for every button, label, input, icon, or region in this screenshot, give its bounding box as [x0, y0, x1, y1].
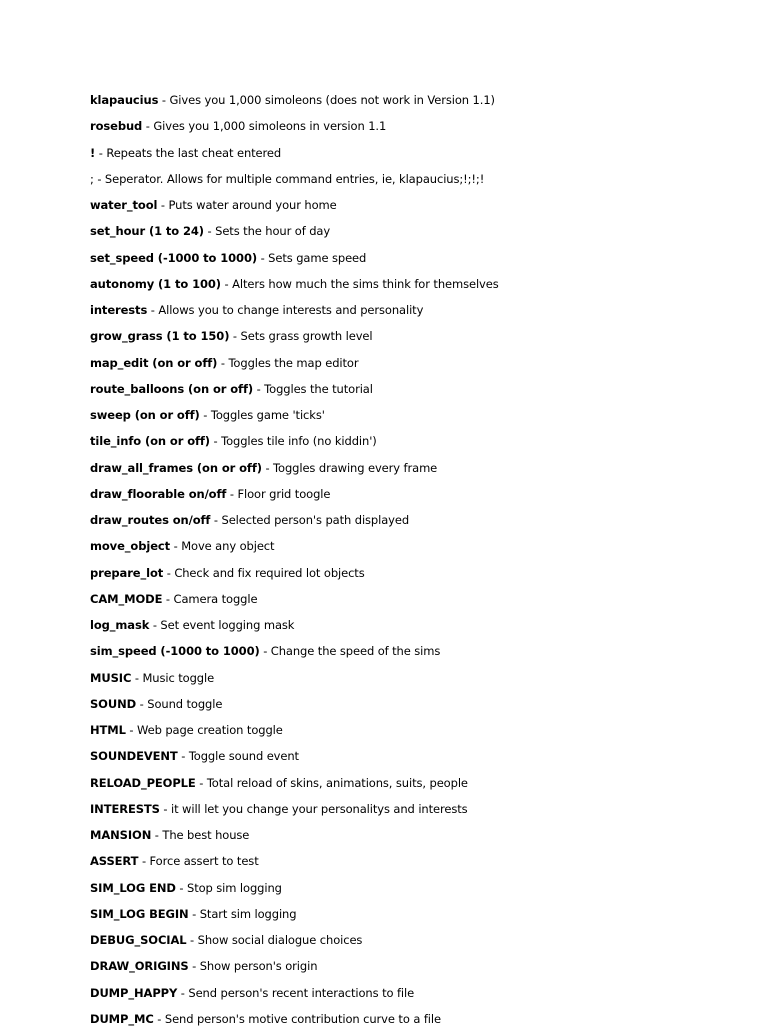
cheat-entry: [90, 983, 750, 1009]
cheat-command: MUSIC: [90, 670, 132, 685]
cheat-command: sim_speed (-1000 to 1000): [90, 644, 260, 659]
cheat-entry: [90, 720, 750, 746]
cheat-description: - Force assert to test: [138, 854, 259, 869]
cheat-entry: [90, 116, 750, 142]
cheat-command: draw_routes on/off: [90, 513, 211, 527]
cheat-description: - Toggles tile info (no kiddin'): [209, 434, 377, 449]
cheat-description: - Send person's motive contribution curve to a file: [153, 1011, 441, 1026]
cheat-description: - Selected person's path displayed: [210, 513, 410, 527]
cheat-description: - Repeats the last cheat entered: [95, 145, 282, 160]
cheat-command: HTML: [90, 723, 126, 737]
cheat-entry: [90, 746, 750, 772]
cheat-description: - Send person's recent interactions to file: [177, 985, 415, 1000]
cheat-description: - Toggles the map editor: [217, 355, 359, 370]
cheat-entry: [90, 169, 750, 195]
cheat-description: - Sets game speed: [257, 250, 367, 265]
cheat-entry: [90, 274, 750, 300]
cheat-description: - Start sim logging: [188, 906, 297, 921]
cheat-description: - Toggle sound event: [177, 749, 299, 764]
cheat-description: - Show person's origin: [188, 959, 318, 974]
cheat-description: - Move any object: [170, 539, 275, 554]
cheat-description: ; - Seperator. Allows for multiple command entries, ie, klapaucius;!;!;!: [90, 171, 485, 186]
cheat-command: move_object: [90, 539, 171, 554]
cheat-command: set_speed (-1000 to 1000): [90, 250, 258, 265]
cheat-description: - Show social dialogue choices: [186, 933, 363, 947]
cheat-entry: [90, 1009, 750, 1035]
cheat-description: - Allows you to change interests and personality: [147, 303, 424, 317]
cheat-command: draw_all_frames (on or off): [90, 460, 262, 475]
cheat-entry: [90, 484, 750, 510]
cheat-description: - Puts water around your home: [157, 198, 337, 212]
cheat-command: sweep (on or off): [90, 408, 200, 422]
cheat-description: - Music toggle: [131, 670, 215, 685]
cheat-command: map_edit (on or off): [90, 355, 218, 370]
cheat-entry: [90, 458, 750, 484]
cheat-list: [90, 90, 750, 1035]
cheat-entry: [90, 510, 750, 536]
cheat-command: SOUND: [90, 696, 137, 711]
cheat-entry: [90, 589, 750, 615]
cheat-entry: [90, 930, 750, 956]
cheat-description: - Gives you 1,000 simoleons in version 1.1: [142, 119, 387, 134]
cheat-entry: [90, 221, 750, 247]
cheat-command: water_tool: [90, 198, 158, 212]
cheat-command: SIM_LOG END: [90, 880, 176, 895]
cheat-entry: [90, 825, 750, 851]
cheat-command: CAM_MODE: [90, 591, 163, 606]
cheat-description: - Web page creation toggle: [125, 723, 283, 737]
cheat-command: klapaucius: [90, 93, 159, 107]
cheat-command: route_balloons (on or off): [90, 381, 254, 396]
cheat-command: interests: [90, 303, 148, 317]
cheat-entry: [90, 668, 750, 694]
cheat-entry: [90, 956, 750, 982]
cheat-command: grow_grass (1 to 150): [90, 329, 230, 344]
cheat-description: - Check and fix required lot objects: [163, 565, 365, 580]
cheat-command: DRAW_ORIGINS: [90, 959, 189, 974]
cheat-entry: [90, 641, 750, 667]
cheat-description: - Toggles game 'ticks': [199, 408, 325, 422]
cheat-command: RELOAD_PEOPLE: [90, 775, 196, 790]
cheat-description: - Sets the hour of day: [203, 224, 331, 239]
cheat-entry: [90, 326, 750, 352]
cheat-description: - Camera toggle: [162, 591, 258, 606]
cheat-entry: [90, 405, 750, 431]
cheat-entry: [90, 799, 750, 825]
cheat-description: - Sets grass growth level: [229, 329, 373, 344]
cheat-entry: [90, 694, 750, 720]
cheat-command: rosebud: [90, 119, 143, 134]
cheat-description: - Floor grid toogle: [226, 486, 331, 501]
cheat-entry: [90, 248, 750, 274]
cheat-entry: [90, 615, 750, 641]
cheat-command: log_mask: [90, 618, 150, 632]
cheat-description: - Stop sim logging: [175, 880, 282, 895]
cheat-entry: [90, 904, 750, 930]
cheat-entry: [90, 353, 750, 379]
cheat-command: DEBUG_SOCIAL: [90, 933, 187, 947]
cheat-command: ASSERT: [90, 854, 139, 869]
cheat-command: MANSION: [90, 828, 152, 842]
cheat-entry: [90, 878, 750, 904]
cheat-entry: [90, 431, 750, 457]
cheat-description: - Toggles drawing every frame: [261, 460, 438, 475]
cheat-entry: [90, 300, 750, 326]
cheat-description: - Sound toggle: [136, 696, 223, 711]
cheat-command: DUMP_HAPPY: [90, 985, 178, 1000]
cheat-command: !: [90, 145, 96, 160]
cheat-entry: [90, 195, 750, 221]
cheat-description: - Gives you 1,000 simoleons (does not work in Version 1.1): [158, 93, 495, 107]
cheat-description: - Toggles the tutorial: [253, 381, 373, 396]
cheat-description: - Alters how much the sims think for themselves: [220, 276, 499, 291]
cheat-description: - it will let you change your personalitys and interests: [159, 801, 468, 816]
cheat-entry: [90, 379, 750, 405]
cheat-description: - Set event logging mask: [149, 618, 295, 632]
cheat-entry: [90, 773, 750, 799]
cheat-entry: [90, 536, 750, 562]
cheat-entry: [90, 851, 750, 877]
cheat-command: DUMP_MC: [90, 1011, 154, 1026]
cheat-command: tile_info (on or off): [90, 434, 210, 449]
cheat-command: prepare_lot: [90, 565, 164, 580]
cheat-description: - Change the speed of the sims: [259, 644, 441, 659]
cheat-description: - Total reload of skins, animations, suits, people: [195, 775, 468, 790]
cheat-command: INTERESTS: [90, 801, 160, 816]
cheat-command: SIM_LOG BEGIN: [90, 906, 189, 921]
cheat-command: SOUNDEVENT: [90, 749, 178, 764]
cheat-entry: [90, 90, 750, 116]
cheat-command: autonomy (1 to 100): [90, 276, 221, 291]
cheat-command: set_hour (1 to 24): [90, 224, 204, 239]
cheat-command: draw_floorable on/off: [90, 486, 227, 501]
cheat-description: - The best house: [151, 828, 250, 842]
cheat-entry: [90, 563, 750, 589]
cheat-entry: [90, 143, 750, 169]
